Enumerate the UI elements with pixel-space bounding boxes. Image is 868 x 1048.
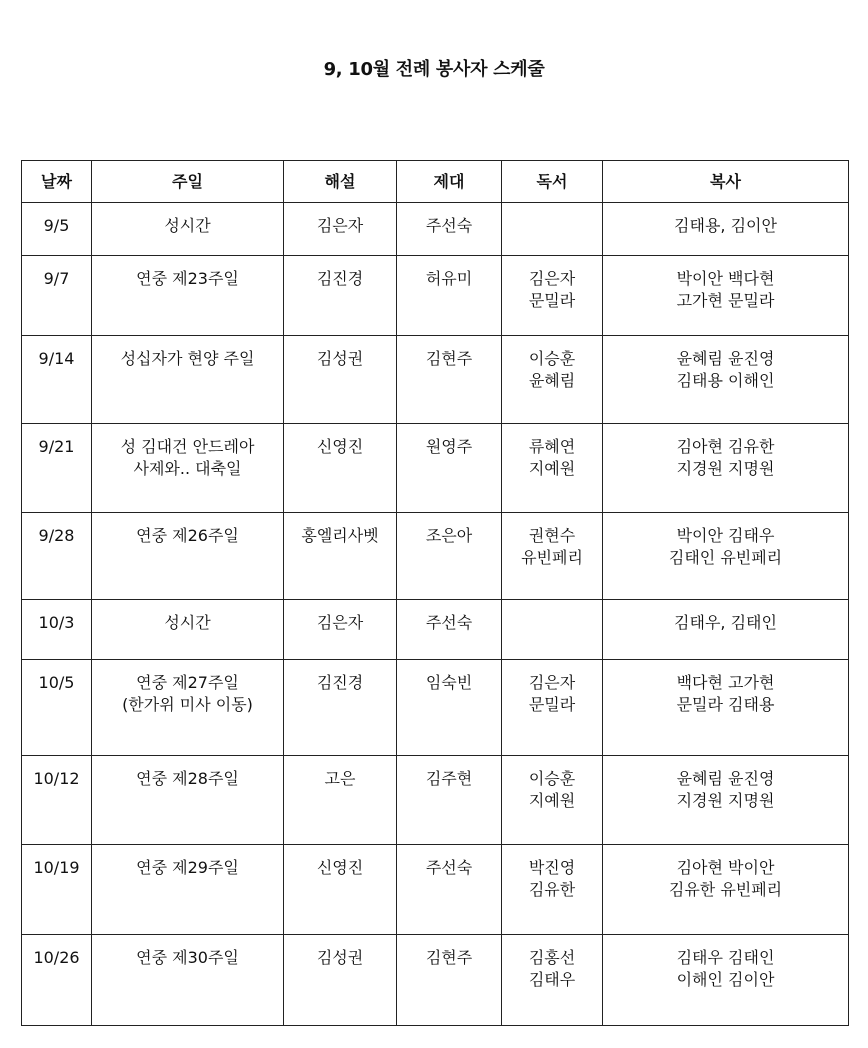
- altar-cell: 조은아: [397, 513, 502, 600]
- date-cell: 10/5: [22, 660, 92, 756]
- server-cell-line: 지경원 지명원: [676, 459, 775, 478]
- header-server: 복사: [603, 161, 849, 203]
- server-cell: [603, 336, 849, 424]
- reader-cell-line: 이승훈: [528, 349, 576, 368]
- table-row: [22, 600, 849, 660]
- header-reader: 독서: [502, 161, 603, 203]
- reader-cell-line: 유빈페리: [521, 548, 583, 567]
- mass-cell: [92, 256, 284, 336]
- reader-cell: [502, 660, 603, 756]
- server-cell: [603, 256, 849, 336]
- header-date: 날짜: [22, 161, 92, 203]
- server-cell-line: 김유한 유빈페리: [668, 880, 783, 899]
- reader-cell: [502, 513, 603, 600]
- table-row: [22, 756, 849, 845]
- commentator-cell: 김은자: [284, 600, 397, 660]
- page-title: 9, 10월 전례 봉사자 스케줄: [323, 59, 545, 80]
- commentator-cell: 홍엘리사벳: [284, 513, 397, 600]
- altar-cell: 임숙빈: [397, 660, 502, 756]
- altar-cell: 김주현: [397, 756, 502, 845]
- mass-cell-line: 성 김대건 안드레아: [120, 437, 255, 456]
- table-row: [22, 845, 849, 935]
- reader-cell: [502, 203, 603, 256]
- altar-cell: 허유미: [397, 256, 502, 336]
- date-cell: 9/7: [22, 256, 92, 336]
- commentator-cell: 김성권: [284, 935, 397, 1026]
- reader-cell-line: 지예원: [528, 459, 576, 478]
- server-cell-line: 김아현 김유한: [676, 437, 775, 456]
- server-cell-line: 박이안 김태우: [676, 526, 775, 545]
- mass-cell: [92, 935, 284, 1026]
- server-cell-line: 김태용, 김이안: [674, 216, 777, 235]
- reader-cell: [502, 424, 603, 513]
- commentator-cell: 고은: [284, 756, 397, 845]
- server-cell-line: 이해인 김이안: [676, 970, 775, 989]
- mass-cell-line: 연중 제30주일: [136, 948, 239, 967]
- server-cell-line: 고가현 문밀라: [676, 291, 775, 310]
- mass-cell-line: 연중 제26주일: [136, 526, 239, 545]
- table-row: [22, 203, 849, 256]
- header-row: [22, 161, 849, 203]
- table-row: [22, 513, 849, 600]
- mass-cell-line: (한가위 미사 이동): [122, 695, 253, 714]
- mass-cell: [92, 845, 284, 935]
- header-commentator: 해설: [284, 161, 397, 203]
- server-cell-line: 지경원 지명원: [676, 791, 775, 810]
- mass-cell: [92, 203, 284, 256]
- commentator-cell: 신영진: [284, 424, 397, 513]
- mass-cell: [92, 600, 284, 660]
- date-cell: 9/14: [22, 336, 92, 424]
- commentator-cell: 김진경: [284, 256, 397, 336]
- commentator-cell: 김성권: [284, 336, 397, 424]
- date-cell: 10/3: [22, 600, 92, 660]
- date-cell: 10/19: [22, 845, 92, 935]
- reader-cell: [502, 756, 603, 845]
- server-cell-line: 김태우 김태인: [676, 948, 775, 967]
- table-row: [22, 935, 849, 1026]
- reader-cell: [502, 935, 603, 1026]
- mass-cell: [92, 336, 284, 424]
- server-cell: [603, 600, 849, 660]
- reader-cell-line: 문밀라: [528, 291, 576, 310]
- reader-cell-line: 김은자: [528, 673, 576, 692]
- mass-cell-line: 연중 제28주일: [136, 769, 239, 788]
- mass-cell-line: 성시간: [164, 613, 211, 632]
- server-cell: [603, 660, 849, 756]
- reader-cell-line: 문밀라: [528, 695, 576, 714]
- reader-cell-line: 박진영: [528, 858, 576, 877]
- reader-cell-line: 김은자: [528, 269, 576, 288]
- table-row: [22, 424, 849, 513]
- header-mass: 주일: [92, 161, 284, 203]
- table-row: [22, 336, 849, 424]
- reader-cell-line: 김홍선: [528, 948, 576, 967]
- reader-cell: [502, 256, 603, 336]
- reader-cell-line: 김유한: [528, 880, 576, 899]
- server-cell: [603, 935, 849, 1026]
- server-cell-line: 김태인 유빈페리: [668, 548, 783, 567]
- commentator-cell: 김진경: [284, 660, 397, 756]
- table-row: [22, 660, 849, 756]
- server-cell-line: 김태우, 김태인: [674, 613, 777, 632]
- date-cell: 9/21: [22, 424, 92, 513]
- schedule-body: [22, 203, 849, 1026]
- mass-cell: [92, 756, 284, 845]
- server-cell-line: 문밀라 김태용: [676, 695, 775, 714]
- altar-cell: 주선숙: [397, 845, 502, 935]
- server-cell-line: 김태용 이해인: [676, 371, 775, 390]
- server-cell-line: 김아현 박이안: [676, 858, 775, 877]
- altar-cell: 김현주: [397, 336, 502, 424]
- reader-cell-line: 이승훈: [528, 769, 576, 788]
- table-row: [22, 256, 849, 336]
- reader-cell-line: 윤혜림: [528, 371, 576, 390]
- mass-cell: [92, 513, 284, 600]
- date-cell: 9/28: [22, 513, 92, 600]
- mass-cell-line: 연중 제29주일: [136, 858, 239, 877]
- mass-cell-line: 성십자가 현양 주일: [120, 349, 255, 368]
- reader-cell-line: 지예원: [528, 791, 576, 810]
- schedule-table: [21, 160, 849, 1026]
- server-cell: [603, 845, 849, 935]
- mass-cell: [92, 424, 284, 513]
- reader-cell-line: 김태우: [528, 970, 576, 989]
- server-cell-line: 백다현 고가현: [676, 673, 775, 692]
- reader-cell: [502, 600, 603, 660]
- mass-cell-line: 사제와.. 대축일: [133, 459, 242, 478]
- date-cell: 10/26: [22, 935, 92, 1026]
- server-cell-line: 박이안 백다현: [676, 269, 775, 288]
- reader-cell: [502, 336, 603, 424]
- date-cell: 9/5: [22, 203, 92, 256]
- reader-cell: [502, 845, 603, 935]
- server-cell: [603, 424, 849, 513]
- altar-cell: 주선숙: [397, 600, 502, 660]
- reader-cell-line: 류혜연: [528, 437, 576, 456]
- altar-cell: 김현주: [397, 935, 502, 1026]
- mass-cell-line: 성시간: [164, 216, 211, 235]
- altar-cell: 주선숙: [397, 203, 502, 256]
- commentator-cell: 김은자: [284, 203, 397, 256]
- server-cell-line: 윤혜림 윤진영: [676, 769, 775, 788]
- mass-cell: [92, 660, 284, 756]
- server-cell: [603, 513, 849, 600]
- server-cell-line: 윤혜림 윤진영: [676, 349, 775, 368]
- mass-cell-line: 연중 제27주일: [136, 673, 239, 692]
- reader-cell-line: 권현수: [528, 526, 576, 545]
- mass-cell-line: 연중 제23주일: [136, 269, 239, 288]
- commentator-cell: 신영진: [284, 845, 397, 935]
- header-altar: 제대: [397, 161, 502, 203]
- altar-cell: 원영주: [397, 424, 502, 513]
- server-cell: [603, 756, 849, 845]
- server-cell: [603, 203, 849, 256]
- date-cell: 10/12: [22, 756, 92, 845]
